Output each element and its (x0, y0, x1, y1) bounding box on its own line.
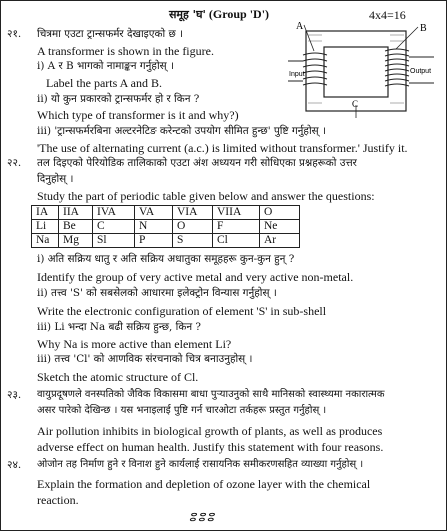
pt-cell: F (213, 220, 260, 234)
transformer-figure (286, 21, 436, 123)
marks-label: 4x4=16 (369, 8, 406, 22)
label-c: C (352, 99, 359, 109)
q22-part-iii-np: iii) Li भन्दा Na बढी सक्रिय हुन्छ, किन ? (37, 321, 201, 333)
pt-cell: Cl (213, 234, 260, 248)
q23-np-line1: वायुप्रदूषणले वनस्पतिको जैविक विकासमा बाधा पुऱ्याउनुको साथै मानिसको स्वास्थ्यमा नकारात्मक (37, 389, 385, 400)
pt-cell: O (173, 220, 213, 234)
group-heading-np: समूह 'घ' (169, 8, 206, 21)
q22-part-i-np: i) अति सक्रिय धातु र अति सक्रिय अधातुका समूहहरू कुन-कुन हुन् ? (37, 253, 295, 265)
q21-part-i-en: Label the parts A and B. (46, 76, 162, 90)
label-output: Output (410, 68, 432, 75)
periodic-table-header-row (32, 206, 300, 220)
pt-header-cell: VIA (173, 206, 213, 220)
pt-header-cell: IIA (59, 206, 93, 220)
q22-part-ii-np: ii) तत्त्व 'S' को सबसेलको आधारमा इलेक्ट्रोन विन्यास गर्नुहोस् । (37, 287, 277, 299)
question-number-22: २२. (7, 157, 22, 169)
group-heading-en: (Group 'D') (208, 7, 270, 21)
pt-cell: Ne (260, 220, 300, 234)
q24-en-line1: Explain the formation and depletion of ozone layer with the chemical (37, 477, 371, 491)
pt-header-cell: IA (32, 206, 59, 220)
question-number-24: २४. (7, 459, 22, 471)
label-input: Input (289, 71, 305, 78)
group-heading (169, 7, 269, 22)
q21-part-i-np: i) A र B भागको नामाङ्कन गर्नुहोस् । (37, 60, 174, 72)
q22-intro-np-line1: तल दिइएको पेरियोडिक तालिकाको एउटा अंश अध्ययन गरी सोधिएका प्रश्नहरूको उत्तर (37, 157, 357, 169)
question-number-21: २१. (7, 28, 22, 40)
pt-header-cell: O (260, 206, 300, 220)
pt-cell: P (135, 234, 173, 248)
pt-cell: Ar (260, 234, 300, 248)
periodic-table (31, 205, 300, 248)
q21-part-ii-np: ii) यो कुन प्रकारको ट्रान्सफर्मर हो र किन ? (37, 93, 200, 105)
q22-part-iii-en: Why Na is more active than element Li? (37, 337, 232, 351)
q22-intro-en: Study the part of periodic table given below and answer the questions: (37, 189, 375, 203)
pt-cell: Be (59, 220, 93, 234)
label-a: A (296, 21, 304, 32)
pt-header-cell: VA (135, 206, 173, 220)
q22-part-ii-en: Write the electronic configuration of element 'S' in sub-shell (37, 304, 327, 318)
periodic-table-row (32, 234, 300, 248)
pt-header-cell: VIIA (213, 206, 260, 220)
pt-cell: S (173, 234, 213, 248)
question-number-23: २३. (7, 389, 22, 401)
q22-part-i-en: Identify the group of very active metal and very active non-metal. (37, 270, 354, 284)
pt-cell: Li (32, 220, 59, 234)
periodic-table-row (32, 220, 300, 234)
pt-cell: N (135, 220, 173, 234)
q23-en-line1: Air pollution inhibits in biological growth of plants, as well as produces (37, 424, 383, 438)
q21-intro-np: चित्रमा एउटा ट्रान्सफर्मर देखाइएको छ । (37, 28, 184, 40)
label-b: B (420, 23, 427, 34)
core-window (324, 47, 388, 97)
pt-header-cell: IVA (93, 206, 135, 220)
q21-part-iii-np: iii) 'ट्रान्सफर्मरबिना अल्टरनेटिङ करेन्टको उपयोग सीमित हुन्छ' पुष्टि गर्नुहोस् । (37, 125, 326, 137)
q22-part-iv-en: Sketch the atomic structure of Cl. (37, 370, 199, 384)
q24-np-line1: ओजोन तह निर्माण हुने र विनाश हुने कार्यलाई रासायनिक समीकरणसहित व्याख्या गर्नुहोस् । (37, 459, 364, 470)
end-mark: ⵓⵓⵓ (189, 511, 216, 524)
q23-np-line2: असर पारेको देखिन्छ । यस भनाइलाई पुष्टि गर्न चारओटा तर्कहरू प्रस्तुत गर्नुहोस् । (37, 405, 327, 416)
q21-part-ii-en: Which type of transformer is it and why?) (37, 108, 239, 122)
q21-part-iii-en: 'The use of alternating current (a.c.) is limited without transformer.' Justify it. (37, 141, 408, 155)
q23-en-line2: adverse effect on human health. Justify this statement with four reasons. (37, 440, 384, 454)
q22-part-iv-np: iii) तत्त्व 'Cl' को आणविक संरचनाको चित्र बनाउनुहोस् । (37, 353, 253, 365)
q21-intro-en: A transformer is shown in the figure. (37, 44, 214, 58)
q24-en-line2: reaction. (37, 493, 79, 507)
pt-cell: Sl (93, 234, 135, 248)
pt-cell: Na (32, 234, 59, 248)
pt-cell: C (93, 220, 135, 234)
q22-intro-np-line2: दिनुहोस् । (37, 173, 74, 185)
pt-cell: Mg (59, 234, 93, 248)
